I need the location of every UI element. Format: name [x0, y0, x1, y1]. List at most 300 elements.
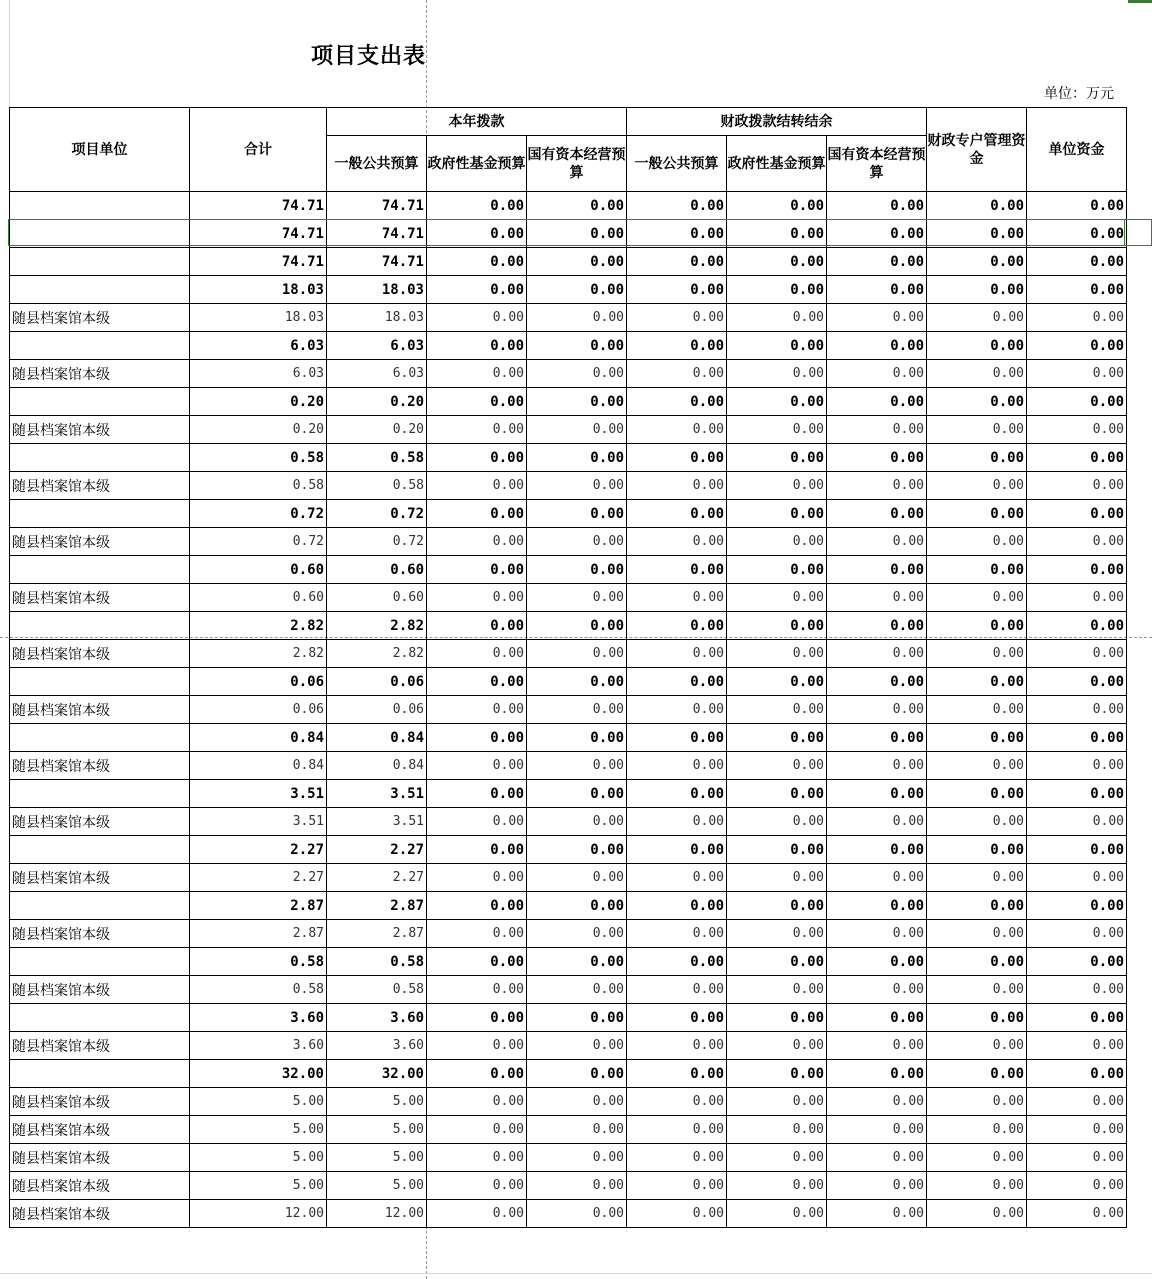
cell-value[interactable]: 0.58 — [190, 472, 327, 500]
cell-value[interactable]: 0.00 — [927, 808, 1027, 836]
cell-value[interactable]: 0.00 — [827, 1032, 927, 1060]
cell-value[interactable]: 0.00 — [927, 388, 1027, 416]
cell-value[interactable]: 0.00 — [727, 752, 827, 780]
cell-value[interactable]: 0.00 — [527, 1032, 627, 1060]
cell-value[interactable]: 0.72 — [190, 500, 327, 528]
cell-value[interactable]: 0.00 — [827, 556, 927, 584]
cell-value[interactable]: 0.00 — [627, 416, 727, 444]
cell-value[interactable]: 0.58 — [190, 948, 327, 976]
cell-value[interactable]: 0.00 — [1027, 780, 1127, 808]
cell-value[interactable]: 0.00 — [527, 584, 627, 612]
cell-project-unit[interactable]: 随县档案馆本级 — [10, 304, 190, 332]
cell-project-unit[interactable] — [10, 220, 190, 248]
cell-project-unit[interactable]: 随县档案馆本级 — [10, 1172, 190, 1200]
cell-value[interactable]: 0.84 — [327, 752, 427, 780]
cell-value[interactable]: 0.00 — [427, 472, 527, 500]
cell-value[interactable]: 0.00 — [927, 556, 1027, 584]
cell-value[interactable]: 0.00 — [627, 1172, 727, 1200]
cell-value[interactable]: 18.03 — [190, 276, 327, 304]
cell-value[interactable]: 0.06 — [327, 668, 427, 696]
cell-value[interactable]: 0.00 — [727, 388, 827, 416]
cell-value[interactable]: 0.00 — [427, 220, 527, 248]
cell-project-unit[interactable]: 随县档案馆本级 — [10, 864, 190, 892]
cell-value[interactable]: 0.00 — [727, 192, 827, 220]
cell-value[interactable]: 74.71 — [327, 220, 427, 248]
cell-value[interactable]: 0.00 — [627, 920, 727, 948]
cell-value[interactable]: 0.00 — [427, 388, 527, 416]
cell-value[interactable]: 0.00 — [827, 1116, 927, 1144]
cell-value[interactable]: 0.00 — [827, 976, 927, 1004]
cell-value[interactable]: 0.72 — [190, 528, 327, 556]
cell-value[interactable]: 0.00 — [527, 640, 627, 668]
cell-value[interactable]: 0.00 — [527, 696, 627, 724]
cell-value[interactable]: 0.00 — [527, 1004, 627, 1032]
cell-value[interactable]: 0.00 — [827, 1088, 927, 1116]
cell-value[interactable]: 0.00 — [1027, 948, 1127, 976]
cell-value[interactable]: 0.00 — [627, 668, 727, 696]
cell-project-unit[interactable]: 随县档案馆本级 — [10, 584, 190, 612]
cell-value[interactable]: 0.00 — [1027, 752, 1127, 780]
cell-value[interactable]: 0.00 — [727, 1032, 827, 1060]
cell-value[interactable]: 0.00 — [927, 1116, 1027, 1144]
cell-value[interactable]: 0.00 — [627, 1144, 727, 1172]
cell-value[interactable]: 2.27 — [190, 836, 327, 864]
cell-value[interactable]: 0.00 — [627, 864, 727, 892]
cell-value[interactable]: 0.00 — [727, 836, 827, 864]
cell-value[interactable]: 0.00 — [827, 472, 927, 500]
cell-project-unit[interactable]: 随县档案馆本级 — [10, 416, 190, 444]
cell-value[interactable]: 0.00 — [827, 500, 927, 528]
cell-value[interactable]: 0.00 — [727, 612, 827, 640]
cell-value[interactable]: 0.20 — [327, 416, 427, 444]
cell-value[interactable]: 0.00 — [927, 836, 1027, 864]
cell-project-unit[interactable] — [10, 724, 190, 752]
cell-value[interactable]: 0.00 — [527, 528, 627, 556]
cell-project-unit[interactable] — [10, 388, 190, 416]
cell-value[interactable]: 5.00 — [190, 1172, 327, 1200]
header-gov-fund-budget[interactable]: 政府性基金预算 — [727, 136, 827, 192]
cell-value[interactable]: 0.00 — [727, 724, 827, 752]
cell-value[interactable]: 0.00 — [427, 724, 527, 752]
cell-value[interactable]: 0.00 — [927, 1032, 1027, 1060]
cell-value[interactable]: 0.00 — [527, 472, 627, 500]
cell-value[interactable]: 0.00 — [927, 1004, 1027, 1032]
cell-value[interactable]: 0.84 — [190, 724, 327, 752]
cell-value[interactable]: 0.00 — [527, 248, 627, 276]
cell-value[interactable]: 0.00 — [1027, 248, 1127, 276]
cell-value[interactable]: 0.00 — [927, 528, 1027, 556]
cell-value[interactable]: 0.00 — [927, 976, 1027, 1004]
cell-value[interactable]: 0.00 — [627, 1032, 727, 1060]
cell-value[interactable]: 0.00 — [727, 360, 827, 388]
cell-value[interactable]: 0.00 — [927, 360, 1027, 388]
cell-value[interactable]: 0.00 — [927, 276, 1027, 304]
cell-value[interactable]: 0.00 — [827, 304, 927, 332]
cell-value[interactable]: 0.00 — [627, 584, 727, 612]
cell-value[interactable]: 0.00 — [1027, 416, 1127, 444]
header-state-capital-budget[interactable]: 国有资本经营预算 — [527, 136, 627, 192]
cell-value[interactable]: 0.00 — [527, 1116, 627, 1144]
cell-value[interactable]: 74.71 — [327, 248, 427, 276]
cell-value[interactable]: 0.00 — [627, 528, 727, 556]
cell-value[interactable]: 0.00 — [1027, 1200, 1127, 1228]
cell-value[interactable]: 0.00 — [427, 1172, 527, 1200]
cell-value[interactable]: 0.00 — [827, 1172, 927, 1200]
cell-value[interactable]: 0.00 — [727, 808, 827, 836]
cell-value[interactable]: 0.00 — [1027, 1144, 1127, 1172]
cell-project-unit[interactable]: 随县档案馆本级 — [10, 808, 190, 836]
cell-value[interactable]: 3.60 — [327, 1004, 427, 1032]
cell-value[interactable]: 0.00 — [427, 332, 527, 360]
cell-value[interactable]: 3.51 — [190, 808, 327, 836]
cell-value[interactable]: 0.00 — [827, 836, 927, 864]
cell-value[interactable]: 0.00 — [627, 500, 727, 528]
cell-value[interactable]: 0.20 — [190, 416, 327, 444]
cell-value[interactable]: 0.00 — [527, 332, 627, 360]
cell-value[interactable]: 0.00 — [1027, 1032, 1127, 1060]
cell-value[interactable]: 0.00 — [427, 1200, 527, 1228]
cell-value[interactable]: 5.00 — [190, 1116, 327, 1144]
cell-value[interactable]: 0.00 — [1027, 332, 1127, 360]
cell-value[interactable]: 0.00 — [727, 696, 827, 724]
cell-value[interactable]: 0.00 — [827, 360, 927, 388]
cell-value[interactable]: 0.00 — [727, 276, 827, 304]
cell-value[interactable]: 0.00 — [927, 612, 1027, 640]
cell-value[interactable]: 0.58 — [327, 444, 427, 472]
cell-value[interactable]: 0.00 — [927, 1144, 1027, 1172]
cell-value[interactable]: 0.00 — [427, 1004, 527, 1032]
cell-value[interactable]: 0.00 — [1027, 668, 1127, 696]
cell-value[interactable]: 0.00 — [1027, 724, 1127, 752]
cell-project-unit[interactable]: 随县档案馆本级 — [10, 640, 190, 668]
cell-value[interactable]: 0.00 — [427, 1144, 527, 1172]
cell-value[interactable]: 0.00 — [527, 1200, 627, 1228]
cell-project-unit[interactable]: 随县档案馆本级 — [10, 976, 190, 1004]
cell-value[interactable]: 0.00 — [727, 1200, 827, 1228]
cell-value[interactable]: 3.51 — [327, 780, 427, 808]
cell-value[interactable]: 0.00 — [927, 920, 1027, 948]
cell-value[interactable]: 0.00 — [527, 976, 627, 1004]
cell-value[interactable]: 0.00 — [427, 864, 527, 892]
cell-value[interactable]: 0.00 — [627, 556, 727, 584]
cell-value[interactable]: 0.06 — [190, 696, 327, 724]
cell-project-unit[interactable] — [10, 276, 190, 304]
cell-value[interactable]: 0.00 — [627, 304, 727, 332]
cell-value[interactable]: 0.00 — [1027, 864, 1127, 892]
cell-value[interactable]: 0.00 — [527, 360, 627, 388]
cell-value[interactable]: 0.00 — [727, 640, 827, 668]
cell-value[interactable]: 0.00 — [1027, 920, 1127, 948]
cell-value[interactable]: 0.00 — [527, 220, 627, 248]
cell-value[interactable]: 0.00 — [1027, 276, 1127, 304]
cell-project-unit[interactable]: 随县档案馆本级 — [10, 1200, 190, 1228]
cell-value[interactable]: 0.00 — [827, 948, 927, 976]
cell-value[interactable]: 0.00 — [427, 192, 527, 220]
cell-value[interactable]: 0.00 — [727, 780, 827, 808]
cell-value[interactable]: 2.87 — [190, 920, 327, 948]
cell-value[interactable]: 0.00 — [527, 1088, 627, 1116]
cell-project-unit[interactable]: 随县档案馆本级 — [10, 1144, 190, 1172]
cell-value[interactable]: 0.00 — [527, 1144, 627, 1172]
cell-value[interactable]: 0.00 — [1027, 192, 1127, 220]
cell-value[interactable]: 0.00 — [427, 444, 527, 472]
cell-project-unit[interactable]: 随县档案馆本级 — [10, 528, 190, 556]
cell-project-unit[interactable] — [10, 892, 190, 920]
cell-value[interactable]: 0.00 — [1027, 556, 1127, 584]
cell-value[interactable]: 0.00 — [727, 948, 827, 976]
cell-value[interactable]: 0.00 — [827, 864, 927, 892]
cell-value[interactable]: 0.00 — [527, 192, 627, 220]
cell-value[interactable]: 0.00 — [827, 612, 927, 640]
cell-value[interactable]: 0.00 — [627, 472, 727, 500]
cell-value[interactable]: 0.00 — [727, 444, 827, 472]
cell-value[interactable]: 5.00 — [327, 1172, 427, 1200]
cell-value[interactable]: 0.00 — [727, 976, 827, 1004]
cell-value[interactable]: 0.00 — [727, 1116, 827, 1144]
cell-value[interactable]: 0.00 — [727, 584, 827, 612]
cell-value[interactable]: 0.00 — [927, 1060, 1027, 1088]
cell-value[interactable]: 0.00 — [1027, 696, 1127, 724]
header-general-budget[interactable]: 一般公共预算 — [627, 136, 727, 192]
cell-value[interactable]: 0.00 — [627, 360, 727, 388]
cell-value[interactable]: 0.00 — [927, 192, 1027, 220]
header-state-capital-budget[interactable]: 国有资本经营预算 — [827, 136, 927, 192]
cell-value[interactable]: 0.00 — [527, 500, 627, 528]
cell-value[interactable]: 0.00 — [1027, 1116, 1127, 1144]
cell-value[interactable]: 0.00 — [427, 780, 527, 808]
cell-value[interactable]: 0.00 — [627, 612, 727, 640]
cell-value[interactable]: 0.58 — [327, 948, 427, 976]
cell-value[interactable]: 5.00 — [327, 1116, 427, 1144]
header-gov-fund-budget[interactable]: 政府性基金预算 — [427, 136, 527, 192]
cell-value[interactable]: 0.00 — [927, 1088, 1027, 1116]
cell-value[interactable]: 0.00 — [627, 976, 727, 1004]
cell-value[interactable]: 0.00 — [727, 220, 827, 248]
cell-value[interactable]: 0.00 — [427, 1088, 527, 1116]
cell-value[interactable]: 0.00 — [427, 836, 527, 864]
cell-value[interactable]: 0.00 — [627, 1004, 727, 1032]
cell-value[interactable]: 12.00 — [327, 1200, 427, 1228]
cell-value[interactable]: 0.00 — [627, 1200, 727, 1228]
cell-value[interactable]: 3.51 — [327, 808, 427, 836]
cell-value[interactable]: 0.00 — [827, 1060, 927, 1088]
cell-value[interactable]: 0.00 — [927, 220, 1027, 248]
cell-value[interactable]: 0.00 — [927, 444, 1027, 472]
cell-value[interactable]: 0.00 — [1027, 836, 1127, 864]
header-total[interactable]: 合计 — [190, 108, 327, 192]
cell-value[interactable]: 0.00 — [727, 864, 827, 892]
header-project-unit[interactable]: 项目单位 — [10, 108, 190, 192]
cell-value[interactable]: 0.00 — [827, 444, 927, 472]
cell-value[interactable]: 3.51 — [190, 780, 327, 808]
cell-value[interactable]: 0.00 — [427, 304, 527, 332]
cell-value[interactable]: 0.00 — [927, 892, 1027, 920]
cell-value[interactable]: 0.58 — [190, 976, 327, 1004]
cell-value[interactable]: 0.00 — [927, 248, 1027, 276]
cell-value[interactable]: 0.00 — [927, 864, 1027, 892]
cell-value[interactable]: 74.71 — [190, 192, 327, 220]
cell-value[interactable]: 0.60 — [190, 584, 327, 612]
cell-value[interactable]: 0.00 — [827, 780, 927, 808]
cell-value[interactable]: 0.00 — [727, 472, 827, 500]
cell-value[interactable]: 0.00 — [527, 1172, 627, 1200]
cell-project-unit[interactable]: 随县档案馆本级 — [10, 752, 190, 780]
cell-value[interactable]: 0.00 — [1027, 1088, 1127, 1116]
cell-value[interactable]: 0.00 — [727, 248, 827, 276]
cell-value[interactable]: 0.00 — [827, 388, 927, 416]
cell-value[interactable]: 0.00 — [627, 220, 727, 248]
cell-value[interactable]: 0.00 — [627, 1088, 727, 1116]
cell-value[interactable]: 5.00 — [327, 1088, 427, 1116]
cell-value[interactable]: 0.00 — [1027, 1172, 1127, 1200]
cell-value[interactable]: 0.00 — [527, 276, 627, 304]
cell-value[interactable]: 0.00 — [727, 332, 827, 360]
cell-value[interactable]: 0.00 — [927, 780, 1027, 808]
cell-value[interactable]: 3.60 — [327, 1032, 427, 1060]
header-current-year-allocation[interactable]: 本年拨款 — [327, 108, 627, 136]
cell-value[interactable]: 74.71 — [327, 192, 427, 220]
cell-value[interactable]: 0.00 — [927, 1172, 1027, 1200]
cell-value[interactable]: 0.00 — [927, 668, 1027, 696]
cell-value[interactable]: 0.00 — [527, 780, 627, 808]
cell-value[interactable]: 2.87 — [327, 892, 427, 920]
cell-value[interactable]: 0.00 — [427, 248, 527, 276]
cell-value[interactable]: 0.00 — [427, 1060, 527, 1088]
cell-value[interactable]: 0.06 — [327, 696, 427, 724]
cell-value[interactable]: 0.00 — [527, 724, 627, 752]
cell-value[interactable]: 0.00 — [427, 1116, 527, 1144]
cell-value[interactable]: 18.03 — [327, 276, 427, 304]
cell-value[interactable]: 0.00 — [427, 976, 527, 1004]
cell-value[interactable]: 0.00 — [627, 248, 727, 276]
cell-value[interactable]: 2.27 — [327, 864, 427, 892]
cell-value[interactable]: 0.00 — [827, 808, 927, 836]
cell-value[interactable]: 2.82 — [327, 640, 427, 668]
cell-value[interactable]: 12.00 — [190, 1200, 327, 1228]
cell-value[interactable]: 18.03 — [327, 304, 427, 332]
cell-value[interactable]: 0.00 — [727, 556, 827, 584]
cell-project-unit[interactable] — [10, 668, 190, 696]
cell-project-unit[interactable]: 随县档案馆本级 — [10, 472, 190, 500]
cell-value[interactable]: 5.00 — [190, 1144, 327, 1172]
cell-value[interactable]: 0.00 — [1027, 640, 1127, 668]
header-general-budget[interactable]: 一般公共预算 — [327, 136, 427, 192]
cell-value[interactable]: 0.00 — [827, 220, 927, 248]
cell-value[interactable]: 2.87 — [327, 920, 427, 948]
cell-value[interactable]: 0.00 — [427, 752, 527, 780]
cell-value[interactable]: 0.00 — [1027, 584, 1127, 612]
cell-value[interactable]: 0.00 — [427, 920, 527, 948]
cell-value[interactable]: 18.03 — [190, 304, 327, 332]
cell-value[interactable]: 0.00 — [627, 1116, 727, 1144]
cell-project-unit[interactable] — [10, 612, 190, 640]
cell-value[interactable]: 0.00 — [827, 892, 927, 920]
cell-value[interactable]: 0.00 — [827, 724, 927, 752]
cell-value[interactable]: 0.00 — [827, 192, 927, 220]
cell-value[interactable]: 0.00 — [827, 528, 927, 556]
cell-value[interactable]: 0.00 — [527, 836, 627, 864]
cell-value[interactable]: 0.00 — [627, 276, 727, 304]
cell-project-unit[interactable] — [10, 948, 190, 976]
cell-value[interactable]: 0.00 — [727, 528, 827, 556]
cell-value[interactable]: 5.00 — [327, 1144, 427, 1172]
cell-value[interactable]: 0.00 — [727, 1004, 827, 1032]
cell-value[interactable]: 0.58 — [327, 472, 427, 500]
cell-value[interactable]: 0.00 — [927, 724, 1027, 752]
cell-value[interactable]: 0.00 — [427, 556, 527, 584]
cell-value[interactable]: 0.00 — [927, 416, 1027, 444]
cell-value[interactable]: 0.00 — [527, 892, 627, 920]
cell-value[interactable]: 0.00 — [527, 864, 627, 892]
cell-value[interactable]: 0.00 — [527, 948, 627, 976]
cell-value[interactable]: 0.00 — [427, 948, 527, 976]
cell-project-unit[interactable] — [10, 1004, 190, 1032]
cell-value[interactable]: 0.00 — [527, 388, 627, 416]
cell-project-unit[interactable]: 随县档案馆本级 — [10, 1116, 190, 1144]
cell-value[interactable]: 0.60 — [327, 584, 427, 612]
cell-value[interactable]: 0.00 — [527, 444, 627, 472]
cell-value[interactable]: 0.00 — [927, 1200, 1027, 1228]
cell-value[interactable]: 74.71 — [190, 248, 327, 276]
cell-value[interactable]: 0.00 — [627, 780, 727, 808]
cell-value[interactable]: 0.60 — [327, 556, 427, 584]
cell-value[interactable]: 0.00 — [827, 248, 927, 276]
cell-value[interactable]: 0.00 — [927, 696, 1027, 724]
cell-value[interactable]: 3.60 — [190, 1032, 327, 1060]
cell-value[interactable]: 0.00 — [1027, 472, 1127, 500]
cell-value[interactable]: 0.00 — [827, 668, 927, 696]
cell-value[interactable]: 0.58 — [327, 976, 427, 1004]
cell-value[interactable]: 0.00 — [927, 332, 1027, 360]
cell-value[interactable]: 0.00 — [927, 752, 1027, 780]
cell-value[interactable]: 32.00 — [190, 1060, 327, 1088]
cell-value[interactable]: 0.00 — [1027, 220, 1127, 248]
cell-value[interactable]: 2.27 — [190, 864, 327, 892]
cell-project-unit[interactable] — [10, 556, 190, 584]
cell-value[interactable]: 0.00 — [527, 416, 627, 444]
cell-value[interactable]: 0.00 — [527, 556, 627, 584]
cell-value[interactable]: 0.00 — [627, 948, 727, 976]
cell-project-unit[interactable]: 随县档案馆本级 — [10, 920, 190, 948]
cell-value[interactable]: 0.00 — [527, 920, 627, 948]
cell-value[interactable]: 0.00 — [627, 444, 727, 472]
cell-value[interactable]: 0.00 — [927, 948, 1027, 976]
cell-value[interactable]: 0.00 — [427, 528, 527, 556]
cell-value[interactable]: 0.00 — [627, 640, 727, 668]
cell-project-unit[interactable] — [10, 836, 190, 864]
cell-value[interactable]: 0.00 — [927, 584, 1027, 612]
cell-value[interactable]: 0.84 — [190, 752, 327, 780]
cell-value[interactable]: 0.00 — [627, 192, 727, 220]
cell-value[interactable]: 0.00 — [427, 360, 527, 388]
cell-value[interactable]: 0.00 — [527, 612, 627, 640]
cell-value[interactable]: 0.00 — [827, 1144, 927, 1172]
cell-value[interactable]: 0.00 — [427, 500, 527, 528]
cell-value[interactable]: 6.03 — [190, 360, 327, 388]
cell-project-unit[interactable] — [10, 1060, 190, 1088]
cell-value[interactable]: 0.00 — [627, 808, 727, 836]
cell-value[interactable]: 0.00 — [527, 668, 627, 696]
cell-value[interactable]: 0.06 — [190, 668, 327, 696]
cell-value[interactable]: 0.00 — [627, 752, 727, 780]
cell-value[interactable]: 0.00 — [427, 892, 527, 920]
cell-value[interactable]: 2.82 — [190, 640, 327, 668]
cell-project-unit[interactable] — [10, 444, 190, 472]
cell-value[interactable]: 0.00 — [727, 416, 827, 444]
header-fiscal-carryover[interactable]: 财政拨款结转结余 — [627, 108, 927, 136]
cell-project-unit[interactable]: 随县档案馆本级 — [10, 1088, 190, 1116]
cell-value[interactable]: 0.00 — [427, 584, 527, 612]
